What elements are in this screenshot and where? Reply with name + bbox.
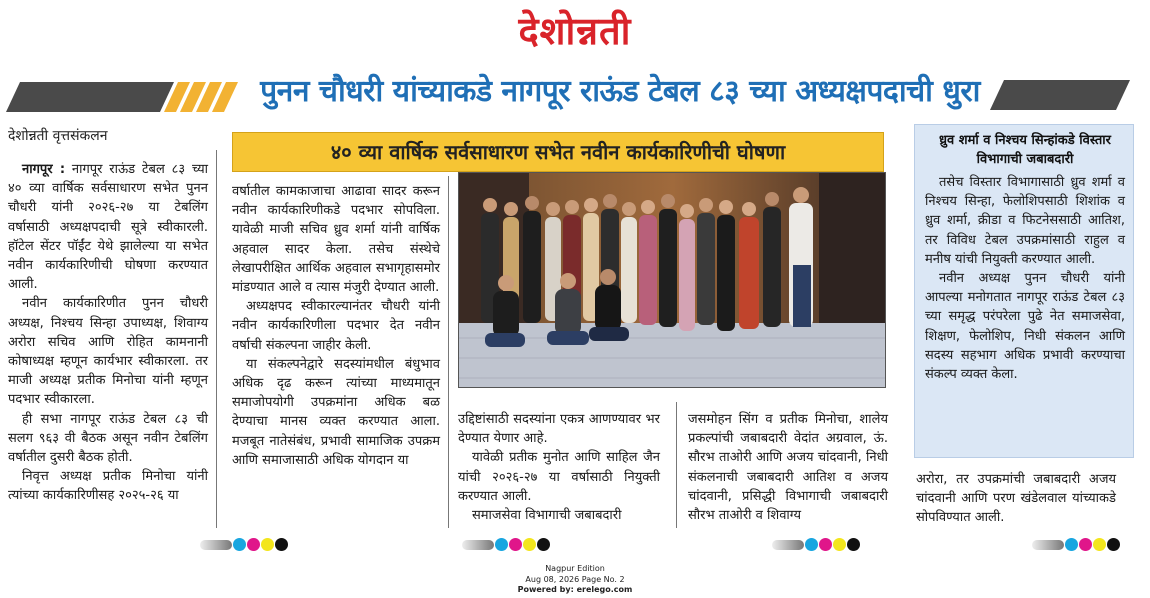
registration-marks (772, 538, 862, 552)
paragraph: अरोरा, तर उपक्रमांची जबाबदारी अजय चांदवानी आणि परण खंडेलवाल यांच्याकडे सोपविण्यात आली. (916, 472, 1116, 526)
page-footer (500, 564, 650, 596)
paragraph: अध्यक्षपद स्वीकारल्यानंतर चौधरी यांनी नवीन कार्यकारिणीला पदभार देत नवीन वर्षाची संकल्पना जाहीर केली. (232, 299, 440, 353)
place-name: नागपूर : (22, 162, 66, 177)
dateline: देशोन्नती वृत्तसंकलन (8, 128, 108, 144)
article-column-2 (232, 182, 440, 470)
registration-marks (462, 538, 552, 552)
paragraph: समाजसेवा विभागाची जबाबदारी (472, 508, 622, 524)
decorative-stripe-left (6, 82, 246, 112)
article-headline: पुनन चौधरी यांच्याकडे नागपूर राऊंड टेबल ८३ च्या अध्यक्षपदाची धुरा (260, 74, 980, 109)
registration-marks (200, 538, 290, 552)
paragraph-text: नागपूर राऊंड टेबल ८३ च्या ४० व्या वार्षिक सर्वसाधारण सभेत पुनन चौधरी यांनी २०२६-२७ या टेबलिंग वर्षासाठी अध्यक्षपदाची सूत्रे स्वीकारली. हॉटेल सेंटर पॉईंट येथे झालेल्या या सभेत नवीन कार्यकारिणीची घोषणा करण्यात आली. (8, 162, 208, 293)
column-divider (448, 176, 449, 528)
column-divider (216, 150, 217, 528)
decorative-stripe-right (990, 80, 1130, 110)
paragraph: ही सभा नागपूर राऊंड टेबल ८३ ची सलग ९६३ वी बैठक असून नवीन टेबलिंग वर्षातील दुसरी बैठक होती. (8, 411, 208, 466)
paragraph: या संकल्पनेद्वारे सदस्यांमधील बंधुभाव अधिक दृढ करून त्यांच्या माध्यमातून समाजोपयोगी उपक्रमांना अधिक बळ देण्याचा मानस व्यक्त करण्यात आला. मजबूत नातेसंबंध, प्रभावी सामाजिक उपक्रम आणि समाजासाठी अधिक योगदान या (232, 356, 440, 468)
group-photo (458, 172, 886, 388)
paragraph: उद्दिष्टांसाठी सदस्यांना एकत्र आणण्यावर भर देण्यात येणार आहे. (458, 412, 660, 447)
registration-marks (1032, 538, 1122, 552)
paragraph: जसमोहन सिंग व प्रतीक मिनोचा, शालेय प्रकल्पांची जबाबदारी वेदांत अग्रवाल, ऊं. सौरभ ताओरी आणि अजय चांदवानी, निधी संकलनाची जबाबदारी आतिश व अजय चांदवानी, प्रसिद्धी विभागाची जबाबदारी सौरभ ताओरी व शिवाग्य (688, 412, 888, 524)
paragraph: तसेच विस्तार विभागासाठी ध्रुव शर्मा व निश्चय सिन्हा, फेलोशिपसाठी शिशांक व ध्रुव शर्मा, क्रीडा व फिटनेससाठी आतिश, तर विविध टेबल उपक्रमांसाठी राहुल व मनीष यांची नियुक्ती करण्यात आली. (925, 175, 1125, 267)
sidebar-title: ध्रुव शर्मा व निश्चय सिन्हांकडे विस्तार विभागाची जबाबदारी (939, 133, 1111, 167)
paragraph (8, 160, 208, 294)
article-subheadline: ४० व्या वार्षिक सर्वसाधारण सभेत नवीन कार्यकारिणीची घोषणा (232, 132, 884, 172)
paragraph: यावेळी प्रतीक मुनोत आणि साहिल जैन यांची २०२६-२७ या वर्षासाठी नियुक्ती करण्यात आली. (458, 450, 660, 504)
newspaper-logo: देशोन्नती (518, 9, 632, 53)
edition-label: Nagpur Edition (545, 564, 605, 573)
article-column-5 (916, 470, 1116, 528)
paragraph: वर्षातील कामकाजाचा आढावा सादर करून नवीन कार्यकारिणीकडे पदभार सोपविला. यावेळी माजी सचिव ध्रुव शर्मा यांनी वार्षिक अहवाल सादर केला. तसेच संस्थेचे लेखापरीक्षित आर्थिक अहवाल सभागृहासमोर मांडण्यात आले व त्यास मंजुरी देण्यात आली. (232, 184, 440, 296)
masthead (0, 4, 1150, 56)
sidebar-box (914, 124, 1134, 458)
paragraph: नवीन कार्यकारिणीत पुनन चौधरी अध्यक्ष, निश्चय सिन्हा उपाध्यक्ष, शिवाग्य अरोरा सचिव आणि रोहित कामनानी कोषाध्यक्ष म्हणून कार्यभार स्वीकारला. तर माजी अध्यक्ष प्रतीक मिनोचा यांनी म्हणून पदभार स्वीकारला. (8, 296, 208, 408)
paragraph: निवृत्त अध्यक्ष प्रतीक मिनोचा यांनी त्यांच्या कार्यकारिणीसह २०२५-२६ या (8, 469, 208, 504)
sidebar-body (925, 173, 1125, 384)
powered-by-label: Powered by: erelego.com (517, 585, 633, 594)
date-page-label: Aug 08, 2026 Page No. 2 (525, 574, 625, 584)
article-column-1 (8, 160, 208, 506)
article-column-3 (458, 410, 660, 525)
column-divider (676, 402, 677, 528)
article-column-4 (688, 410, 888, 525)
paragraph: नवीन अध्यक्ष पुनन चौधरी यांनी आपल्या मनोगतात नागपूर राऊंड टेबल ८३ च्या समृद्ध परंपरेला पुढे नेत समाजसेवा, शिक्षण, फेलोशिप, निधी संकलन आणि सदस्य सहभाग अधिक प्रभावी करण्याचा संकल्प व्यक्त केला. (925, 271, 1125, 383)
